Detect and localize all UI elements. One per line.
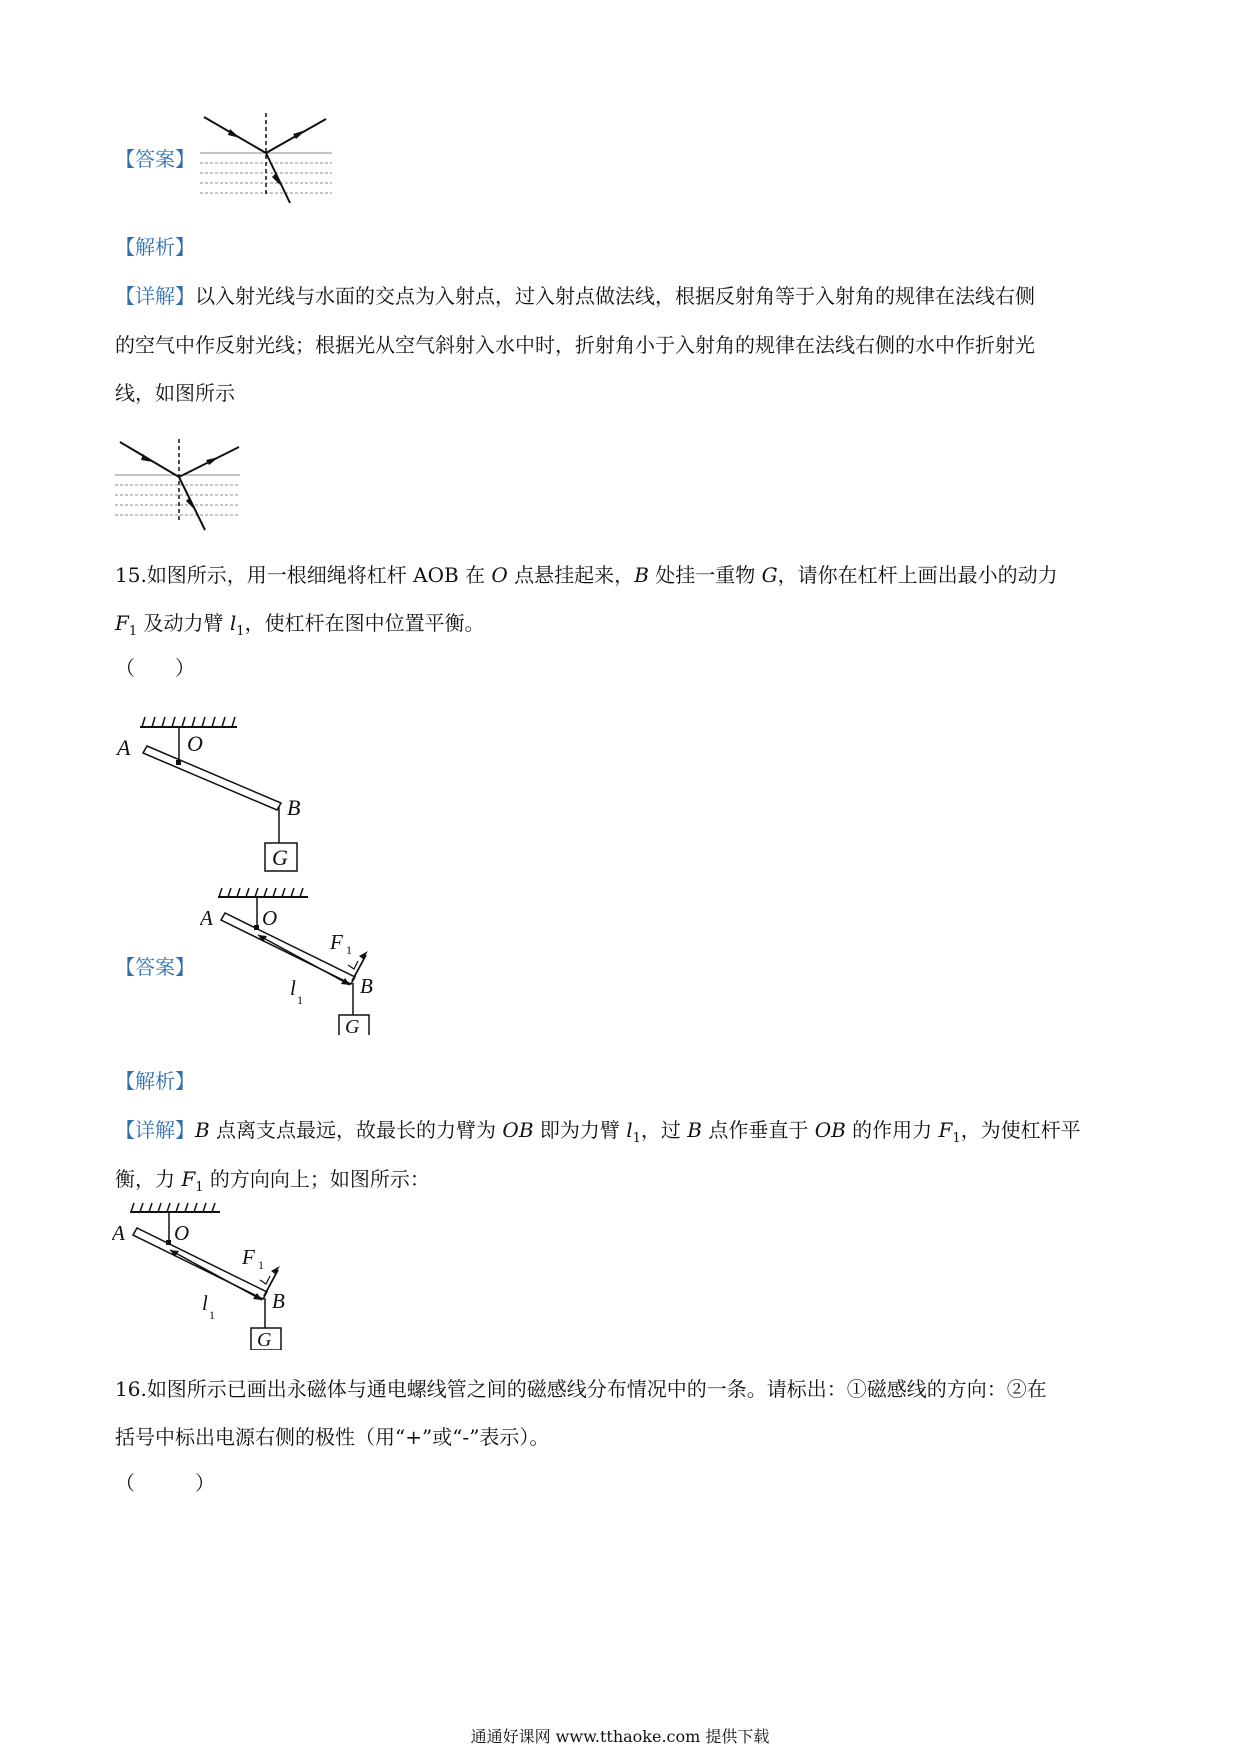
force-f: F [115,611,129,635]
label-g: G [272,845,288,870]
point-b: B [687,1118,702,1142]
question-text: 如图所示，用一根细绳将杠杆 AOB 在 [146,563,492,587]
lever-question-figure [115,715,315,875]
subscript: 1 [952,1131,961,1146]
question-15-line [115,563,1058,587]
label-l-subscript: 1 [297,993,303,1007]
weight-g: G [761,563,778,587]
answer-blank: （ ） [115,656,195,680]
label-f-subscript: 1 [258,1258,264,1272]
label-a: A [200,906,213,930]
label-b: B [272,1289,285,1313]
subscript: 1 [632,1131,641,1146]
detail-paragraph-line [115,1118,1081,1151]
label-l-subscript: 1 [209,1308,215,1322]
segment-ob: OB [814,1118,846,1142]
detail-text: 的作用力 [845,1118,939,1142]
label-a: A [112,1221,125,1245]
label-b: B [287,795,301,820]
answer-blank: （ ） [115,1471,215,1495]
light-reflection-refraction-figure [200,105,335,205]
question-text: 及动力臂 [137,611,230,635]
detail-text: 的方向向上；如图所示： [203,1167,430,1191]
detail-text: 即为力臂 [533,1118,627,1142]
page-footer: 通通好课网 www.tthaoke.com 提供下载 [470,1727,770,1746]
question-text: 点悬挂起来， [507,563,635,587]
force-f: F [938,1118,953,1142]
detail-tag: 【详解】 [115,1118,195,1142]
label-l: l [202,1291,208,1315]
subscript: 1 [128,624,138,639]
detail-tag: 【详解】 [115,284,195,308]
answer-tag: 【答案】 [115,955,195,979]
detail-text: 以入射光线与水面的交点为入射点，过入射点做法线，根据反射角等于入射角的规律在法线右侧 [195,284,1035,308]
label-f: F [330,930,343,954]
question-text: ，使杠杆在图中位置平衡。 [244,611,485,635]
label-f: F [242,1245,255,1269]
question-15-line [115,611,485,644]
detail-text: ，过 [640,1118,688,1142]
question-text: ，请你在杠杆上画出最小的动力 [777,563,1058,587]
label-g: G [257,1329,272,1350]
detail-paragraph-line [115,284,1035,308]
point-b: B [195,1118,210,1142]
force-f: F [181,1167,196,1191]
segment-ob: OB [502,1118,534,1142]
label-o: O [262,906,278,930]
question-number: 16. [115,1377,147,1401]
analysis-tag: 【解析】 [115,1069,195,1093]
detail-text: ，为使杠杆平 [960,1118,1081,1142]
lever-answer-figure [112,1200,302,1350]
answer-tag: 【答案】 [115,147,195,171]
lever-answer-figure [200,885,390,1035]
subscript: 1 [195,1180,204,1195]
detail-text: 点离支点最远，故最长的力臂为 [209,1118,503,1142]
label-o: O [174,1221,190,1245]
label-o: O [187,731,203,756]
point-o: O [491,563,508,587]
analysis-tag: 【解析】 [115,235,195,259]
question-number: 15. [115,563,147,587]
question-text: 处挂一重物 [648,563,762,587]
detail-text: 衡，力 [115,1167,182,1191]
arm-l: l [229,611,237,635]
detail-paragraph-line [115,1167,430,1200]
question-text: 如图所示已画出永磁体与通电螺线管之间的磁感线分布情况中的一条。请标出：①磁感线的方向：②在 [146,1377,1047,1401]
arm-l: l [626,1118,633,1142]
question-16-line: 括号中标出电源右侧的极性（用“+”或“-”表示）。 [115,1425,550,1449]
label-b: B [360,974,373,998]
light-reflection-refraction-figure [115,437,250,537]
subscript: 1 [236,624,245,639]
detail-paragraph-line: 线，如图所示 [115,381,235,405]
detail-text: 点作垂直于 [701,1118,815,1142]
label-f-subscript: 1 [346,943,352,957]
point-b: B [634,563,649,587]
label-g: G [345,1016,360,1035]
label-a: A [117,735,131,760]
question-16-line [115,1377,1047,1401]
label-l: l [290,976,296,1000]
detail-paragraph-line: 的空气中作反射光线；根据光从空气斜射入水中时，折射角小于入射角的规律在法线右侧的水中作折射光 [115,333,1035,357]
